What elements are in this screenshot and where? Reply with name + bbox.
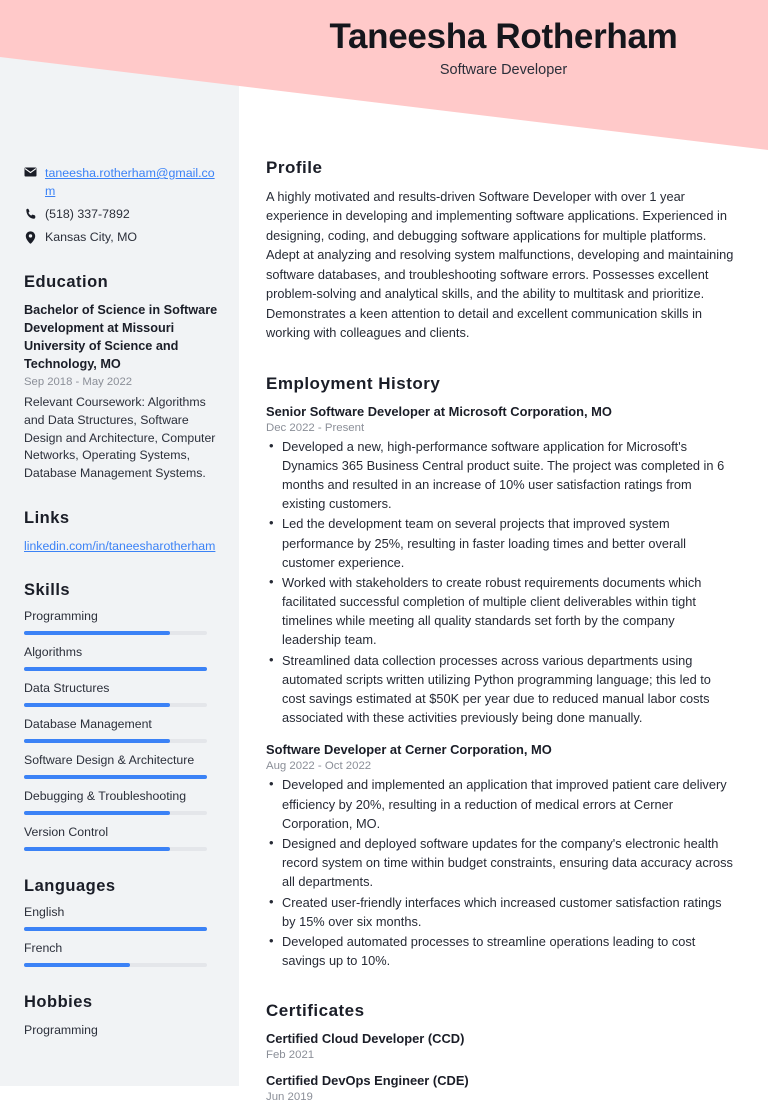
contact-email-row[interactable]: [24, 165, 219, 201]
skill-item: [24, 681, 219, 707]
languages-list: [24, 905, 219, 967]
main-column: [239, 0, 768, 1103]
education-description: Relevant Coursework: Algorithms and Data Structures, Software Design and Architecture, Computer Networks, Operating Systems, Database Management Systems.: [24, 394, 216, 481]
contact-list: [24, 165, 219, 247]
header-text-block: [239, 18, 768, 78]
certificate-date: Jun 2019: [266, 1091, 313, 1103]
language-bar-track: [24, 963, 207, 967]
skill-item: [24, 717, 219, 743]
skill-label: Data Structures: [24, 681, 110, 696]
candidate-job-title: Software Developer: [439, 61, 568, 78]
employment-bullet: • Developed and implemented an application that improved patient care delivery efficiency by 20%, resulting in a reduction of medical errors at Cerner Corporation, MO.: [266, 775, 735, 833]
employment-bullet: • Worked with stakeholders to create robust requirements documents which facilitated successful completion of multiple client deliverables within tight timelines while meeting all quality standards set forth by the company leadership team.: [266, 573, 735, 650]
skills-list: [24, 609, 219, 851]
employment-bullet: • Developed a new, high-performance software application for Microsoft's Dynamics 365 Business Central product suite. The project was completed in 6 months and resulted in an increase of 10% user satisfaction ratings from existing customers.: [266, 437, 735, 514]
contact-phone-text: (518) 337-7892: [45, 206, 130, 221]
employment-bullet-list: [266, 437, 735, 728]
employment-bullet: • Streamlined data collection processes across various departments using automated scripts written utilizing Python programming language; this led to cost savings estimated at $50K per year due to reduced manual labor costs associated with these activities previously being done manually.: [266, 651, 735, 728]
education-heading: Education: [24, 272, 109, 291]
skill-bar-track: [24, 703, 207, 707]
hobbies-list: [24, 1021, 219, 1039]
sidebar: [0, 0, 239, 1086]
skill-label: Database Management: [24, 717, 152, 732]
contact-phone-row: [24, 206, 219, 224]
certificate-name: Certified DevOps Engineer (CDE): [266, 1073, 469, 1089]
language-bar-fill: [24, 927, 207, 931]
location-pin-icon: [24, 229, 37, 244]
skill-bar-track: [24, 811, 207, 815]
skill-label: Programming: [24, 609, 98, 624]
skill-bar-fill: [24, 847, 170, 851]
employment-heading: Employment History: [266, 373, 441, 393]
skill-item: [24, 645, 219, 671]
skill-bar-fill: [24, 811, 170, 815]
certificate-date: Feb 2021: [266, 1049, 315, 1062]
employment-date: Dec 2022 - Present: [266, 421, 365, 434]
contact-location-row: [24, 229, 219, 247]
employment-bullet: • Designed and deployed software updates for the company's electronic health record system on time within budget constraints, ensuring data accuracy across all departments.: [266, 834, 735, 892]
certificate-entry: [266, 1072, 735, 1103]
education-date: Sep 2018 - May 2022: [24, 376, 133, 389]
skill-bar-fill: [24, 631, 170, 635]
profile-heading: Profile: [266, 158, 323, 177]
skill-bar-track: [24, 631, 207, 635]
skill-bar-fill: [24, 667, 207, 671]
skill-label: Algorithms: [24, 645, 83, 660]
links-list: [24, 537, 219, 555]
skill-bar-fill: [24, 775, 207, 779]
certificate-name: Certified Cloud Developer (CCD): [266, 1031, 465, 1047]
skill-label: Debugging & Troubleshooting: [24, 789, 187, 804]
skill-item: [24, 609, 219, 635]
envelope-icon: [24, 165, 37, 177]
employment-bullet: • Developed automated processes to streamline operations leading to cost savings up to 10%.: [266, 932, 735, 970]
employment-list: [266, 403, 735, 971]
education-entry: [24, 301, 219, 483]
hobbies-heading: Hobbies: [24, 993, 93, 1012]
employment-entry: [266, 741, 735, 970]
language-item: [24, 941, 219, 967]
skills-heading: Skills: [24, 581, 71, 600]
skill-label: Software Design & Architecture: [24, 753, 195, 768]
certificates-list: [266, 1030, 735, 1103]
language-item: [24, 905, 219, 931]
languages-heading: Languages: [24, 877, 116, 896]
candidate-name: Taneesha Rotherham: [329, 17, 678, 56]
skill-item: [24, 789, 219, 815]
skill-bar-fill: [24, 739, 170, 743]
language-label: English: [24, 905, 65, 920]
hobby-item: Programming: [24, 1023, 98, 1038]
skill-item: [24, 753, 219, 779]
certificates-heading: Certificates: [266, 1001, 365, 1021]
skill-bar-track: [24, 739, 207, 743]
skill-bar-track: [24, 667, 207, 671]
profile-text: A highly motivated and results-driven Software Developer with over 1 year experience in developing and implementing software applications. Experienced in designing, coding, and debugging software applications for multiple platforms. Adept at analyzing and resolving system malfunctions, developing and maintaining software databases, and troubleshooting software errors. Possesses excellent problem-solving and analytical skills, and the ability to multitask and prioritize. Demonstrates a keen attention to detail and excellent communication skills in working with colleagues and clients.: [266, 189, 734, 341]
phone-icon: [24, 206, 37, 220]
linkedin-link[interactable]: linkedin.com/in/taneesharotherham: [24, 539, 216, 554]
employment-date: Aug 2022 - Oct 2022: [266, 760, 372, 773]
employment-bullet: • Created user-friendly interfaces which increased customer satisfaction ratings by 15% over six months.: [266, 893, 735, 931]
skill-item: [24, 825, 219, 851]
employment-bullet: • Led the development team on several projects that improved system performance by 25%, resulting in faster loading times and better overall customer experience.: [266, 514, 735, 572]
language-bar-track: [24, 927, 207, 931]
skill-bar-track: [24, 775, 207, 779]
employment-title: Senior Software Developer at Microsoft Corporation, MO: [266, 403, 612, 419]
contact-email-link[interactable]: taneesha.rotherham@gmail.com: [45, 166, 215, 198]
links-heading: Links: [24, 509, 70, 528]
skill-label: Version Control: [24, 825, 109, 840]
employment-entry: [266, 403, 735, 728]
language-label: French: [24, 941, 63, 956]
skill-bar-track: [24, 847, 207, 851]
education-title: Bachelor of Science in Software Development at Missouri University of Science and Technology, MO: [24, 302, 218, 372]
contact-location-text: Kansas City, MO: [45, 229, 138, 244]
employment-bullet-list: [266, 775, 735, 970]
employment-title: Software Developer at Cerner Corporation, MO: [266, 742, 552, 758]
certificate-entry: [266, 1030, 735, 1061]
language-bar-fill: [24, 963, 130, 967]
skill-bar-fill: [24, 703, 170, 707]
